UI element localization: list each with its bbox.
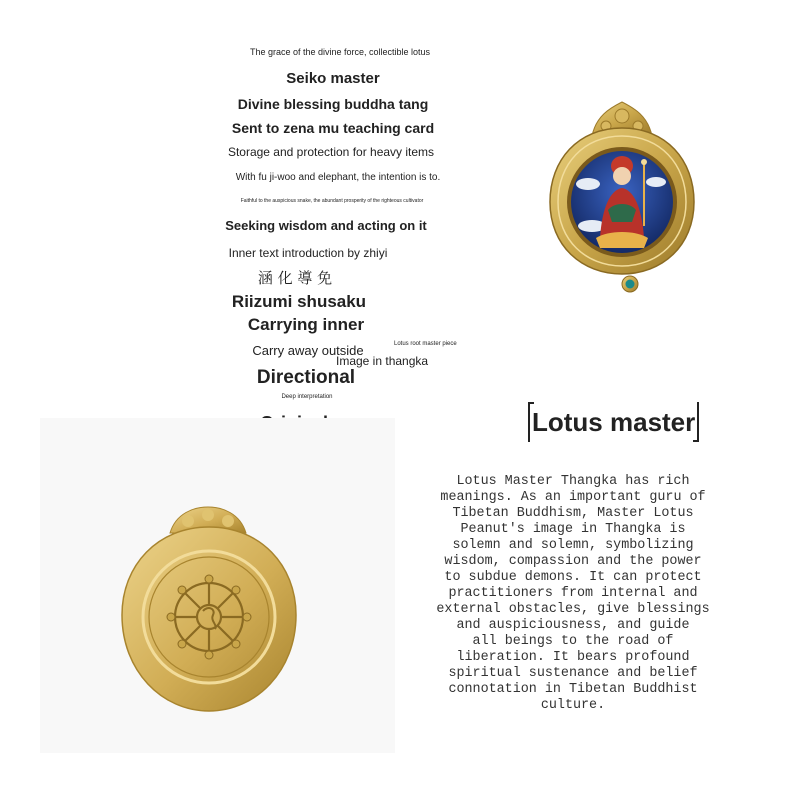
title-box bbox=[528, 402, 699, 442]
left-bracket bbox=[528, 402, 534, 442]
headline-carrying-inner: Carrying inner bbox=[247, 315, 365, 334]
seeking-wisdom-text: Seeking wisdom and acting on it bbox=[225, 218, 427, 233]
chinese-characters: 涵 化 導 免 bbox=[257, 269, 333, 287]
headline-riizumi: Riizumi shusaku bbox=[231, 292, 367, 311]
description-text: Lotus Master Thangka has rich meanings. As an important guru of Tibetan Buddhism, Master Lotus Peanut's image in Thangka is solemn and solemn, symbolizing wisdom, compassion and the power to subdue demons. It can protect practitioners from internal and external obstacles, give blessings and auspiciousness, and guide all beings to the road of liberation. It bears profound spiritual sustenance and belief connotation in Tibetan Buddhist culture. bbox=[436, 474, 710, 713]
headline-divine-blessing: Divine blessing buddha tang bbox=[237, 96, 429, 112]
lotus-master-pendant-image bbox=[548, 98, 696, 298]
page-title: Lotus master bbox=[532, 407, 696, 437]
headline-teaching-card: Sent to zena mu teaching card bbox=[231, 120, 435, 136]
dharma-wheel-back-image bbox=[118, 505, 300, 715]
inner-text-intro: Inner text introduction by zhiyi bbox=[228, 246, 388, 260]
image-in-thangka-text: Image in thangka bbox=[336, 354, 429, 368]
carry-away-text: Carry away outside bbox=[252, 343, 364, 358]
headline-seiko-master: Seiko master bbox=[286, 70, 380, 87]
headline-directional: Directional bbox=[256, 367, 356, 388]
tagline-text: The grace of the divine force, collectible lotus bbox=[249, 47, 431, 57]
fine-print-text: Faithful to the auspicious snake, the abundant prosperity of the righteous cultivator bbox=[240, 198, 424, 204]
intention-text: With fu ji-woo and elephant, the intention is to. bbox=[235, 172, 441, 183]
deep-interpretation-text: Deep interpretation bbox=[281, 394, 333, 400]
lotus-root-note: Lotus root master piece bbox=[394, 341, 457, 347]
right-bracket bbox=[693, 402, 699, 442]
storage-text: Storage and protection for heavy items bbox=[227, 145, 435, 159]
